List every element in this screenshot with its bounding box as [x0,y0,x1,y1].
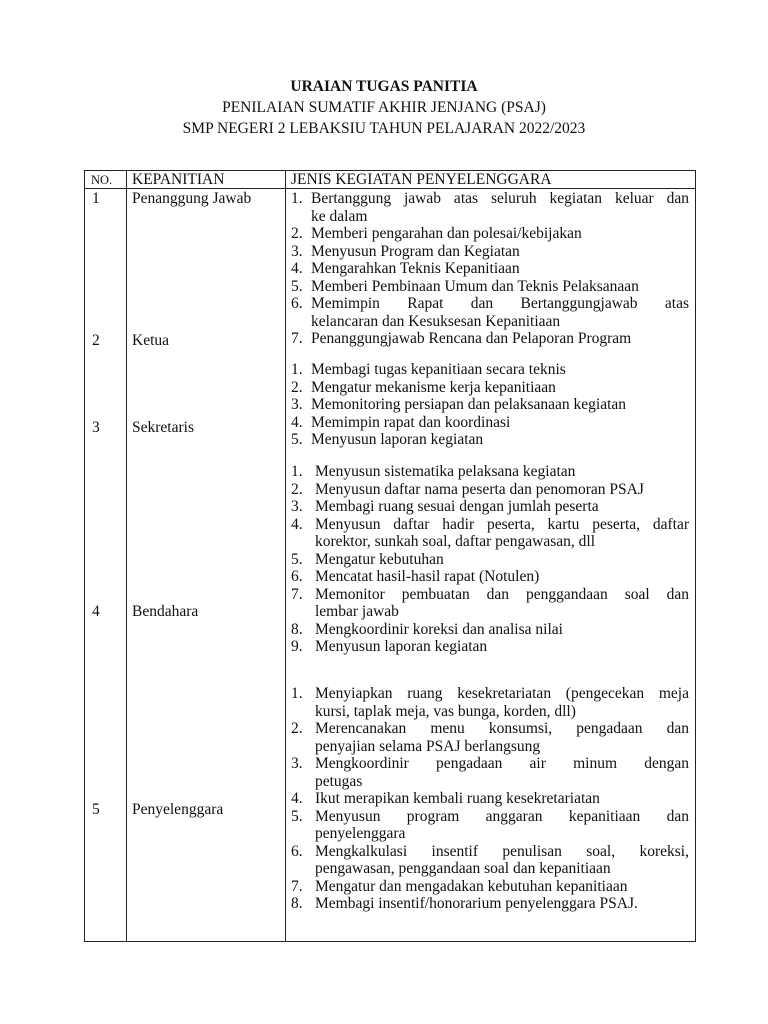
task-number: 7. [291,585,303,603]
task-text-continued: korektor, sunkah soal, daftar pengawasan, dll [315,533,596,550]
task-number: 4. [291,413,303,431]
task-item [291,330,689,348]
task-number: 6. [291,295,303,312]
task-number: 3. [291,396,303,413]
task-number: 2. [291,225,303,242]
task-item [291,685,689,720]
row-number: 4 [92,603,100,620]
task-item [291,414,689,432]
task-item [291,790,689,808]
task-item [291,878,689,896]
task-item [291,568,689,586]
task-item [291,481,689,499]
task-number: 7. [291,877,303,895]
task-item [291,638,689,656]
row-number: 2 [92,332,100,349]
task-text: Bertanggung jawab atas seluruh kegiatan keluar dan [311,190,689,207]
task-text-continued: kelancaran dan Kesuksesan Kepanitiaan [311,312,561,330]
task-text: Menyusun laporan kegiatan [315,638,488,655]
task-text-continued: lembar jawab [315,603,399,620]
task-item [291,396,689,414]
task-number: 3. [291,755,303,772]
task-number: 4. [291,260,303,277]
task-number: 3. [291,242,303,260]
task-text: Mengkalkulasi insentif penulisan soal, koreksi, [315,842,689,860]
task-item [291,278,689,296]
task-text-continued: ke dalam [311,207,368,225]
task-item [291,295,689,330]
task-text: Memimpin Rapat dan Bertanggungjawab atas [311,295,689,312]
task-text-continued: pengawasan, penggandaan soal dan kepanitiaan [315,860,611,877]
task-item [291,431,689,449]
task-text: Penanggungjawab Rencana dan Pelaporan Program [311,330,632,347]
task-text: Memimpin rapat dan koordinasi [311,413,511,431]
task-text-continued: penyajian selama PSAJ berlangsung [315,737,541,755]
task-text: Memberi pengarahan dan polesai/kebijakan [311,225,582,242]
task-text: Memonitoring persiapan dan pelaksanaan kegiatan [311,396,627,413]
role-label: Penanggung Jawab [132,190,252,207]
task-item [291,720,689,755]
task-text: Membagi insentif/honorarium penyelenggara PSAJ. [315,895,638,912]
task-text: Mengatur dan mengadakan kebutuhan kepanitiaan [315,877,628,895]
task-number: 5. [291,807,303,825]
task-text: Menyusun Program dan Kegiatan [311,242,520,260]
row-number: 3 [92,419,100,436]
column-divider [285,171,286,941]
task-item [291,190,689,225]
task-number: 2. [291,720,303,737]
task-text: Mengarahkan Teknis Kepanitiaan [311,260,520,277]
task-number: 2. [291,480,303,498]
document-title: URAIAN TUGAS PANITIA [290,78,478,95]
role-label: Bendahara [132,603,199,620]
task-number: 1. [291,685,303,702]
task-text: Memonitor pembuatan dan penggandaan soal dan [315,585,689,603]
task-item [291,463,689,481]
document-school-line: SMP NEGERI 2 LEBAKSIU TAHUN PELAJARAN 2022/2023 [182,120,586,137]
task-number: 8. [291,620,303,638]
task-text: Menyiapkan ruang kesekretariatan (pengecekan meja [315,685,689,702]
task-item [291,260,689,278]
task-item [291,586,689,621]
task-item [291,808,689,843]
task-number: 3. [291,498,303,515]
role-label: Ketua [132,332,170,349]
task-number: 9. [291,638,303,655]
task-item [291,895,689,913]
task-number: 1. [291,190,303,207]
task-number: 4. [291,515,303,533]
row-number: 1 [92,190,100,207]
task-text-continued: penyelenggara [315,825,406,842]
task-text-continued: petugas [315,772,363,790]
header-no: NO. [91,173,113,187]
task-text: Menyusun daftar nama peserta dan penomoran PSAJ [315,480,644,498]
task-number: 1. [291,463,303,480]
task-text: Menyusun laporan kegiatan [311,431,484,448]
task-number: 1. [291,361,303,378]
row-number: 5 [92,801,100,818]
task-text: Membagi ruang sesuai dengan jumlah peserta [315,498,599,515]
task-item [291,498,689,516]
task-text: Membagi tugas kepanitiaan secara teknis [311,361,566,378]
task-text: Menyusun daftar hadir peserta, kartu peserta, daftar [315,515,689,533]
task-text: Memberi Pembinaan Umum dan Teknis Pelaksanaan [311,277,639,295]
task-text: Mengatur mekanisme kerja kepanitiaan [311,378,556,396]
task-text: Mengkoordinir koreksi dan analisa nilai [315,620,563,638]
task-item [291,621,689,639]
task-text: Ikut merapikan kembali ruang kesekretariatan [315,790,600,807]
task-text: Mengatur kebutuhan [315,550,444,568]
task-item [291,243,689,261]
task-item [291,379,689,397]
role-label: Sekretaris [132,419,194,436]
task-item [291,361,689,379]
task-text-continued: kursi, taplak meja, vas bunga, korden, dll) [315,702,576,720]
task-number: 5. [291,431,303,448]
document-subtitle: PENILAIAN SUMATIF AKHIR JENJANG (PSAJ) [222,99,546,116]
task-number: 5. [291,277,303,295]
column-divider [126,171,127,941]
task-number: 5. [291,550,303,568]
task-number: 6. [291,568,303,585]
task-item [291,225,689,243]
duties-table [84,170,696,942]
role-label: Penyelenggara [132,801,224,818]
document-header [0,76,768,139]
task-number: 7. [291,330,303,347]
task-text: Merencanakan menu konsumsi, pengadaan dan [315,720,689,737]
task-text: Mencatat hasil-hasil rapat (Notulen) [315,568,540,585]
task-text: Menyusun program anggaran kepanitiaan dan [315,807,689,825]
task-item [291,516,689,551]
task-text: Menyusun sistematika pelaksana kegiatan [315,463,576,480]
task-number: 2. [291,378,303,396]
task-item [291,843,689,878]
task-item [291,551,689,569]
header-kepanitian: KEPANITIAN [132,171,225,188]
header-jenis-kegiatan: JENIS KEGIATAN PENYELENGGARA [291,171,552,188]
task-number: 8. [291,895,303,912]
task-number: 6. [291,842,303,860]
task-number: 4. [291,790,303,807]
task-item [291,755,689,790]
task-text: Mengkoordinir pengadaan air minum dengan [315,755,689,772]
